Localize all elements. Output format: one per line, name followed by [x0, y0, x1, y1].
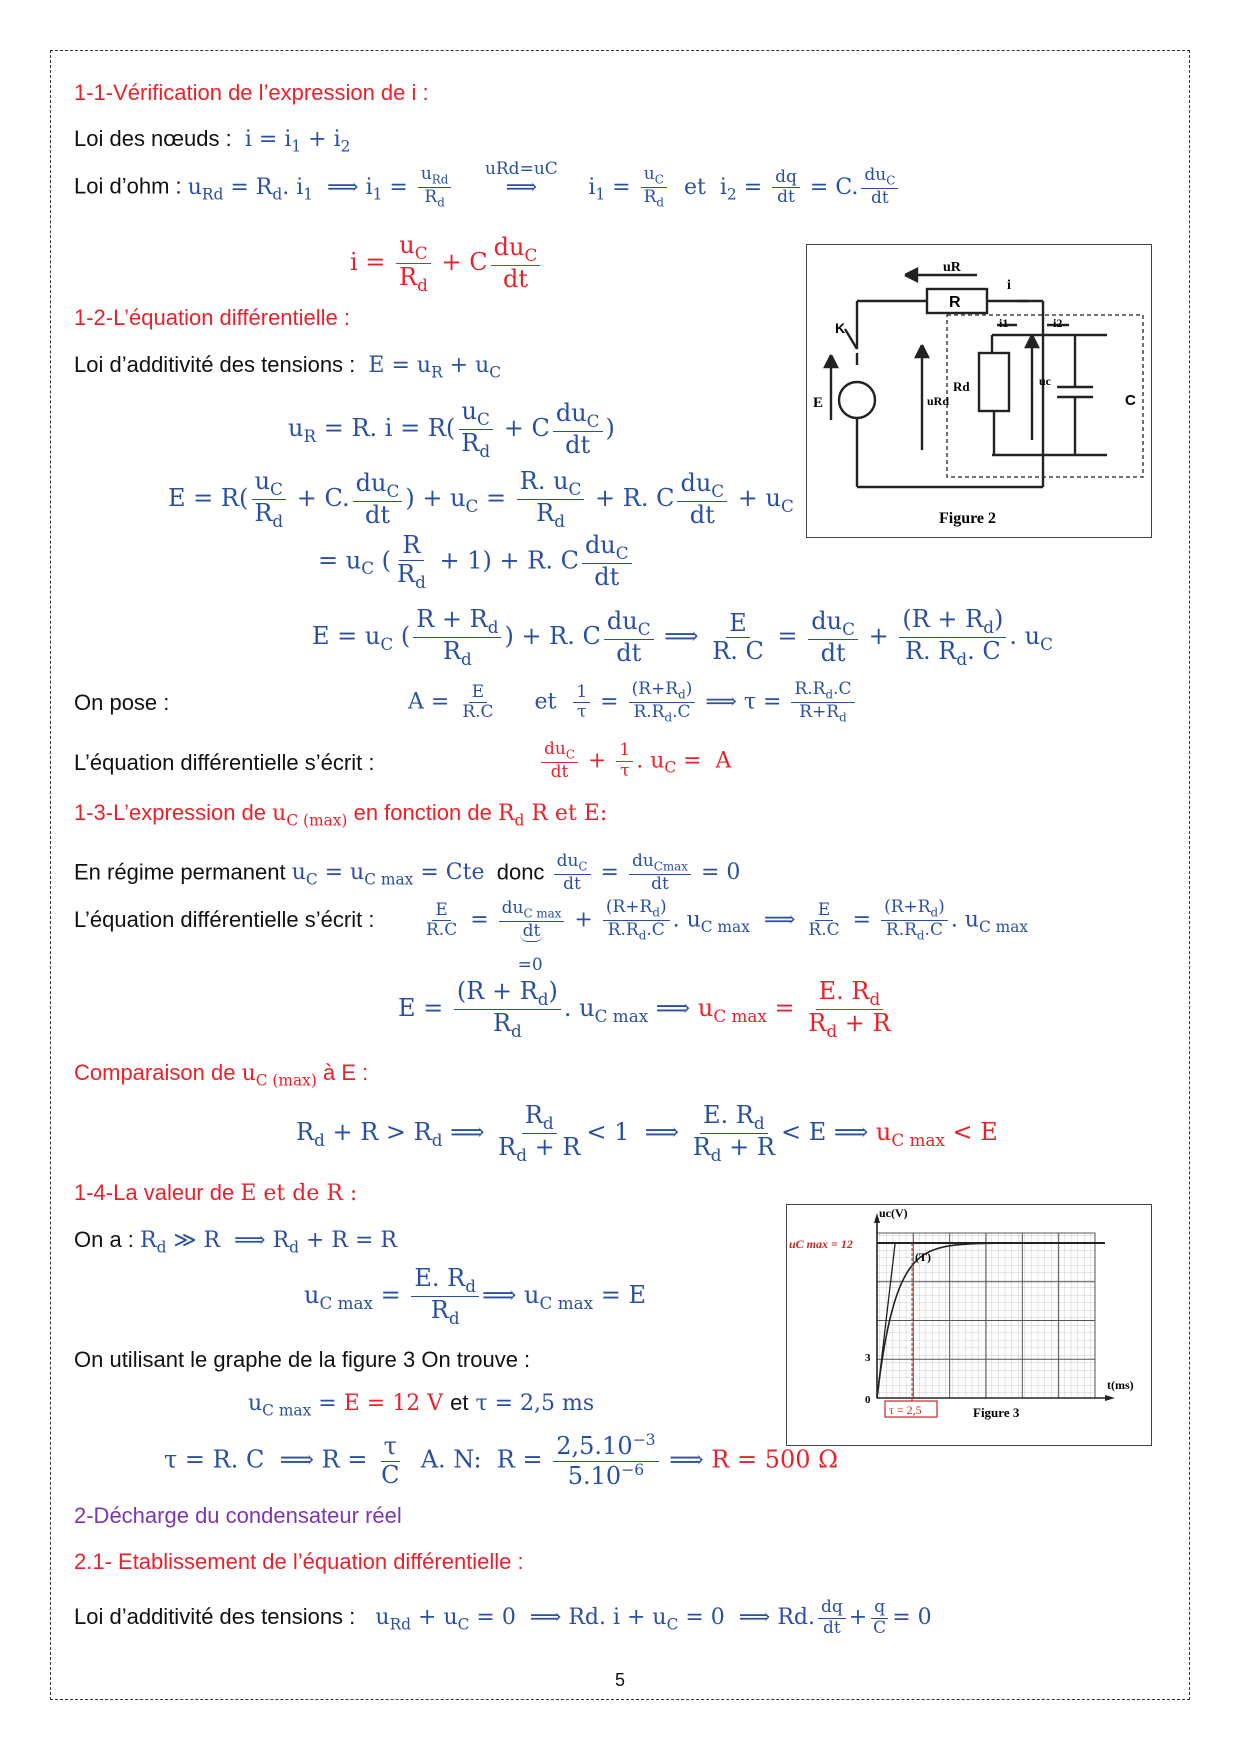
- on-a-label: On a :: [74, 1227, 134, 1252]
- pose-label: On pose :: [74, 690, 170, 715]
- graph-usage-label: On utilisant le graphe de la figure 3 On trouve :: [74, 1347, 531, 1372]
- fig2-label-r: R: [949, 294, 961, 311]
- generator-e: [839, 382, 875, 418]
- section-2-1-heading: 2.1- Etablissement de l’équation différentielle :: [74, 1549, 524, 1574]
- fig3-tick-0: 0: [865, 1394, 871, 1406]
- current-result: i = $\frac{u_C}{R_d}$ + C $\frac{du_C}{dt}$: [350, 232, 543, 295]
- r-calculation: τ = R. C ⟹ R = $\frac{\tau}{C}$ A. N: R = $\frac{2,5.10^{-3}}{5.10^{-6}}$ ⟹ R = 500 Ω: [164, 1431, 839, 1490]
- fig3-tick-3: 3: [865, 1352, 871, 1364]
- fig2-label-c: C: [1125, 392, 1136, 409]
- figure-3-chart: [787, 1205, 1151, 1445]
- regime-label: En régime permanent: [74, 859, 286, 885]
- resistor-rd: [979, 353, 1009, 411]
- page-number: 5: [614, 1670, 625, 1690]
- section-1-1-heading: 1-1-Vérification de l’expression de i :: [74, 80, 429, 105]
- fig2-label-rd: Rd: [953, 379, 970, 394]
- section-1-4-heading-text: 1-4-La valeur de: [74, 1180, 235, 1205]
- e-expansion-1: E = R( $\frac{u_C}{R_d}$ + C. $\frac{du_C}{dt}$ ) + $u_C$ = $\frac{R. u_C}{R_d}$ + R. C $\frac{du_C}{dt}$ + $u_C$: [168, 467, 794, 531]
- figure-3-caption: Figure 3: [973, 1405, 1020, 1420]
- zero-brace-label: =0: [517, 954, 543, 975]
- e-expansion-2: = $u_C$ ( $\frac{R}{R_d}$ + 1) + R. C $\frac{du_C}{dt}$: [318, 532, 635, 592]
- discharge-line: Loi d’additivité des tensions : $u_{Rd} + u_C = 0$ ⟹ Rd. $i + u_C = 0$ ⟹ Rd. $\frac{dq}{dt}$ + $\frac{q}{C}$ = 0: [74, 1597, 932, 1638]
- section-1-2-heading: 1-2-L’équation différentielle :: [74, 305, 351, 330]
- fig2-label-e: E: [813, 395, 824, 411]
- ucmax-result: E = $\frac{(R + R_d)}{R_d}$ . $u_{C max}$ ⟹ $u_{C max}$ = $\frac{E. R_d}{R_d + R}$: [398, 977, 891, 1041]
- section-1-3-heading-pre: 1-3-L’expression de: [74, 800, 267, 825]
- et-label: et: [450, 1390, 469, 1415]
- loi-ohm-line: [74, 159, 901, 210]
- comparison-formula: $R_d + R > R_d$ ⟹ $\frac{R_d}{R_d + R}$ < 1 ⟹ $\frac{E. R_d}{R_d + R}$ < E ⟹ $u_{C max} < E$: [296, 1101, 998, 1165]
- section-1-3-heading-mid: en fonction de: [353, 800, 492, 825]
- loi-ohm-label: Loi d’ohm :: [74, 173, 182, 199]
- discharge-additivity-label: Loi d’additivité des tensions :: [74, 1604, 356, 1630]
- comparison-heading-pre: Comparaison de: [74, 1060, 236, 1085]
- diff-eq-formula: $\frac{du_C}{dt}$ + $\frac{1}{\tau}$ . $u_C = A$: [538, 740, 731, 783]
- tau-value: τ = 2,5 ms: [475, 1391, 595, 1416]
- fig2-label-uc: uc: [1039, 374, 1051, 388]
- e-expansion-3: $E = u_C$ ( $\frac{R + R_d}{R_d}$ ) + R. C $\frac{du_C}{dt}$ ⟹ $\frac{E}{R. C}$ = $\frac{du_C}{dt}$ + $\frac{(R + R_d)}{R. R_d. C}$ . $u_C$: [312, 605, 1053, 669]
- comparison-heading-post: à E :: [323, 1060, 369, 1085]
- additivity-label: Loi d’additivité des tensions :: [74, 352, 356, 377]
- donc-label: donc: [496, 859, 545, 885]
- section-1-4-heading: 1-4-La valeur de E et de R :: [74, 1180, 358, 1206]
- fig3-tau-label: τ = 2,5: [889, 1403, 922, 1417]
- section-1-3-heading: 1-3-L’expression de $u_{C (max)}$ en fonction de $R_d$ R et E:: [74, 800, 608, 830]
- figure-2: [806, 244, 1152, 538]
- figure-3: [786, 1204, 1152, 1446]
- fig2-label-urd: uRd: [927, 394, 950, 408]
- r-result: R = 500 Ω: [711, 1445, 839, 1474]
- loi-ohm-formula: $u_{Rd} = R_d$. $i_1$ ⟹ $i_1$ = $\frac{u_{Rd}}{R_d}$ uRd=uC ⟹ $i_1$ = $\frac{u_C}{R_d}$ et $i_2$ = $\frac{dq}{dt}$ = C. $\frac{du_C}{dt}$: [188, 175, 902, 200]
- additivity-formula: $E = u_R + u_C$: [361, 353, 502, 382]
- additivity-line: [74, 352, 501, 381]
- section-2-heading: 2-Décharge du condensateur réel: [74, 1503, 402, 1528]
- values-line: $u_{C max} = E = 12$ V et τ = 2,5 ms: [248, 1390, 595, 1420]
- fig2-label-k: K: [835, 320, 846, 336]
- diff-eq-2-formula: $\frac{E}{R.C}$ = $\frac{du_{C max}}{dt}$ =0 + $\frac{(R+R_d)}{R.R_d.C}$ . $u_{C max}$ ⟹ $\frac{E}{R.C}$ = $\frac{(R+R_d)}{R.R_d.C}$ . $u_{C max}$: [426, 897, 1029, 975]
- approx-formula: $u_{C max}$ = $\frac{E. R_d}{R_d}$ ⟹ $u_{C max} = E$: [304, 1264, 646, 1328]
- e-value: E = 12 V: [343, 1391, 444, 1416]
- arrow-condition: uRd=uC: [484, 159, 558, 180]
- fig3-ymax-label: uC max = 12: [789, 1237, 853, 1251]
- figure-2-caption: Figure 2: [939, 510, 997, 527]
- diff-eq-label: L’équation différentielle s’écrit :: [74, 750, 375, 775]
- loi-noeuds-line: [74, 126, 350, 155]
- fig2-label-i: i: [1007, 278, 1011, 293]
- an-label: A. N:: [420, 1445, 482, 1474]
- loi-noeuds-label: Loi des nœuds :: [74, 126, 232, 151]
- on-a-line: On a : $R_d$ ≫ R ⟹ $R_d + R = R$: [74, 1227, 397, 1257]
- figure-2-circuit: [807, 245, 1151, 537]
- fig3-y-axis-label: uc(V): [879, 1206, 908, 1220]
- diff-eq-2-label: L’équation différentielle s’écrit :: [74, 907, 375, 932]
- fig2-label-i1: i1: [999, 316, 1009, 330]
- fig2-label-ur: uR: [943, 260, 961, 275]
- fig3-tangent-label: (T): [915, 1250, 931, 1264]
- fig3-x-axis-label: t(ms): [1107, 1378, 1134, 1392]
- loi-noeuds-formula: $i = i_1 + i_2$: [237, 127, 351, 156]
- regime-line: En régime permanent $u_C = u_{C max}$ = Cte donc $\frac{du_C}{dt}$ = $\frac{du_{Cmax}}{dt}$ = 0: [74, 851, 741, 895]
- ur-equation: $u_R = R$. i = R( $\frac{u_C}{R_d}$ + C $\frac{du_C}{dt}$ ): [288, 397, 615, 461]
- pose-formula: A = $\frac{E}{R.C}$ et $\frac{1}{\tau}$ = $\frac{(R+R_d)}{R.R_d.C}$ ⟹ τ = $\frac{R.R_d.C}{R+R_d}$: [408, 680, 858, 725]
- comparison-heading: Comparaison de $u_{C (max)}$ à E :: [74, 1060, 369, 1090]
- fig2-label-i2: i2: [1053, 316, 1063, 330]
